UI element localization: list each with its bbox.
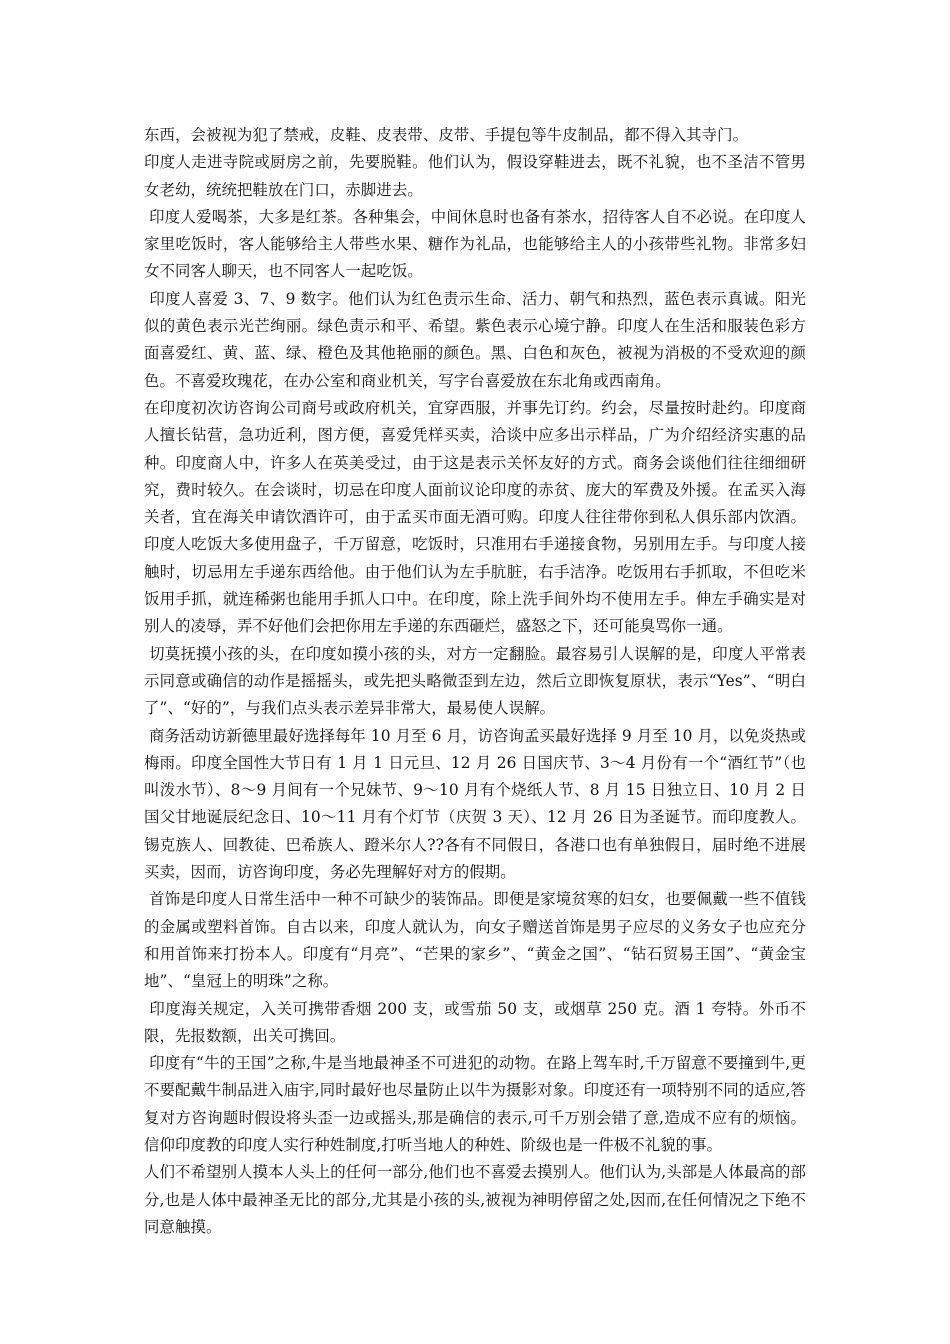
paragraph-6: 切莫抚摸小孩的头，在印度如摸小孩的头，对方一定翻脸。最容易引人误解的是，印度人平常表示同意或确信的动作是摇摇头，或先把头略微歪到左边，然后立即恢复原状，表示“Yes”、“明白了”、“好的”，与我们点头表示差异非常大，最易使人误解。 [144,644,807,718]
paragraph-9: 印度海关规定，入关可携带香烟 200 支，或雪茄 50 支，或烟草 250 克。酒 1 夸特。外币不限，先报数额，出关可携回。 [144,999,806,1045]
paragraph-4: 印度人喜爱 3、7、9 数字。他们认为红色责示生命、活力、朝气和热烈，蓝色表示真诚。阳光似的黄色表示光芒绚丽。绿色责示和平、希望。紫色表示心境宁静。印度人在生活和服装色彩方面喜爱红、黄、蓝、绿、橙色及其他艳丽的颜色。黑、白色和灰色，被视为消极的不受欢迎的颜色。不喜爱玫瑰花，在办公室和商业机关，写字台喜爱放在东北角或西南角。 [144,289,807,390]
paragraph-8: 首饰是印度人日常生活中一种不可缺少的装饰品。即便是家境贫寒的妇女，也要佩戴一些不值钱的金属或塑料首饰。自古以来，印度人就认为，向女子赠送首饰是男子应尽的义务女子也应充分和用首饰来打扮本人。印度有“月亮”、“芒果的家乡”、“黄金之国”、“钻石贸易王国”、“黄金宝地”、“皇冠上的明珠”之称。 [144,890,807,991]
paragraph-10: 印度有“牛的王国”之称,牛是当地最神圣不可进犯的动物。在路上驾车时,千万留意不要撞到牛,更不要配戴牛制品进入庙宇,同时最好也尽量防止以牛为摄影对象。印度还有一项特别不同的适应,答复对方咨询题时假设将头歪一边或摇头,那是确信的表示,可千万别会错了意,造成不应有的烦恼。信仰印度教的印度人实行种姓制度,打听当地人的种姓、阶级也是一件极不礼貌的事。 [144,1054,806,1154]
paragraph-1: 东西，会被视为犯了禁戒，皮鞋、皮表带、皮带、手提包等牛皮制品，都不得入其寺门。 [144,126,749,144]
paragraph-5: 在印度初次访咨询公司商号或政府机关，宜穿西服，并事先订约。约会，尽量按时赴约。印度商人擅长钻营，急功近利，图方便，喜爱凭样买卖，洽谈中应多出示样品，广为介绍经济实惠的品种。印度商人中，许多人在英美受过，由于这是表示关怀友好的方式。商务会谈他们往往细细研究，费时较久。在会谈时，切忌在印度人面前议论印度的赤贫、庞大的军费及外援。在孟买入海关者，宜在海关申请饮酒许可，由于孟买市面无酒可购。印度人往往带你到私人俱乐部内饮酒。印度人吃饭大多使用盘子，千万留意，吃饭时，只准用右手递接食物，另别用左手。与印度人接触时，切忌用左手递东西给他。由于他们认为左手肮脏，右手洁净。吃饭用右手抓取，不但吃米饭用手抓，就连稀粥也能用手抓人口中。在印度，除上洗手间外均不使用左手。伸左手确实是对别人的凌辱，弄不好他们会把你用左手递的东西砸烂，盛怒之下，还可能臭骂你一通。 [144,398,806,636]
paragraph-2: 印度人走进寺院或厨房之前，先要脱鞋。他们认为，假设穿鞋进去，既不礼貌，也不圣洁不管男女老幼，统统把鞋放在门口，赤脚进去。 [144,153,806,199]
paragraph-3: 印度人爱喝茶，大多是红茶。各种集会，中间休息时也备有茶水，招待客人自不必说。在印度人家里吃饭时，客人能够给主人带些水果、糖作为礼品，也能够给主人的小孩带些礼物。非常多妇女不同客人聊天，也不同客人一起吃饭。 [144,207,807,281]
paragraph-7: 商务活动访新德里最好选择每年 10 月至 6 月，访咨询孟买最好选择 9 月至 10 月，以免炎热或梅雨。印度全国性大节日有 1 月 1 日元旦、12 月 26 日国庆节、3～4 月份有一个“酒红节”（也叫泼水节）、8～9 月间有一个兄妹节、9～10 月有个烧纸人节、8 月 15 日独立日、10 月 2 日国父甘地诞辰纪念日、10～11 月有个灯节（庆贺 3 天）、12 月 26 日为圣诞节。而印度教人。锡克族人、回教徒、巴希族人、蹬米尔人??各有不同假日，各港口也有单独假日，届时绝不进展买卖，因而，访咨询印度，务必先理解好对方的假期。 [144,726,806,882]
paragraph-11: 人们不希望别人摸本人头上的任何一部分,他们也不喜爱去摸别人。他们认为,头部是人体最高的部分,也是人体中最神圣无比的部分,尤其是小孩的头,被视为神明停留之处,因而,在任何情况之下绝不同意触摸。 [144,1163,806,1236]
document-body [144,122,806,1241]
